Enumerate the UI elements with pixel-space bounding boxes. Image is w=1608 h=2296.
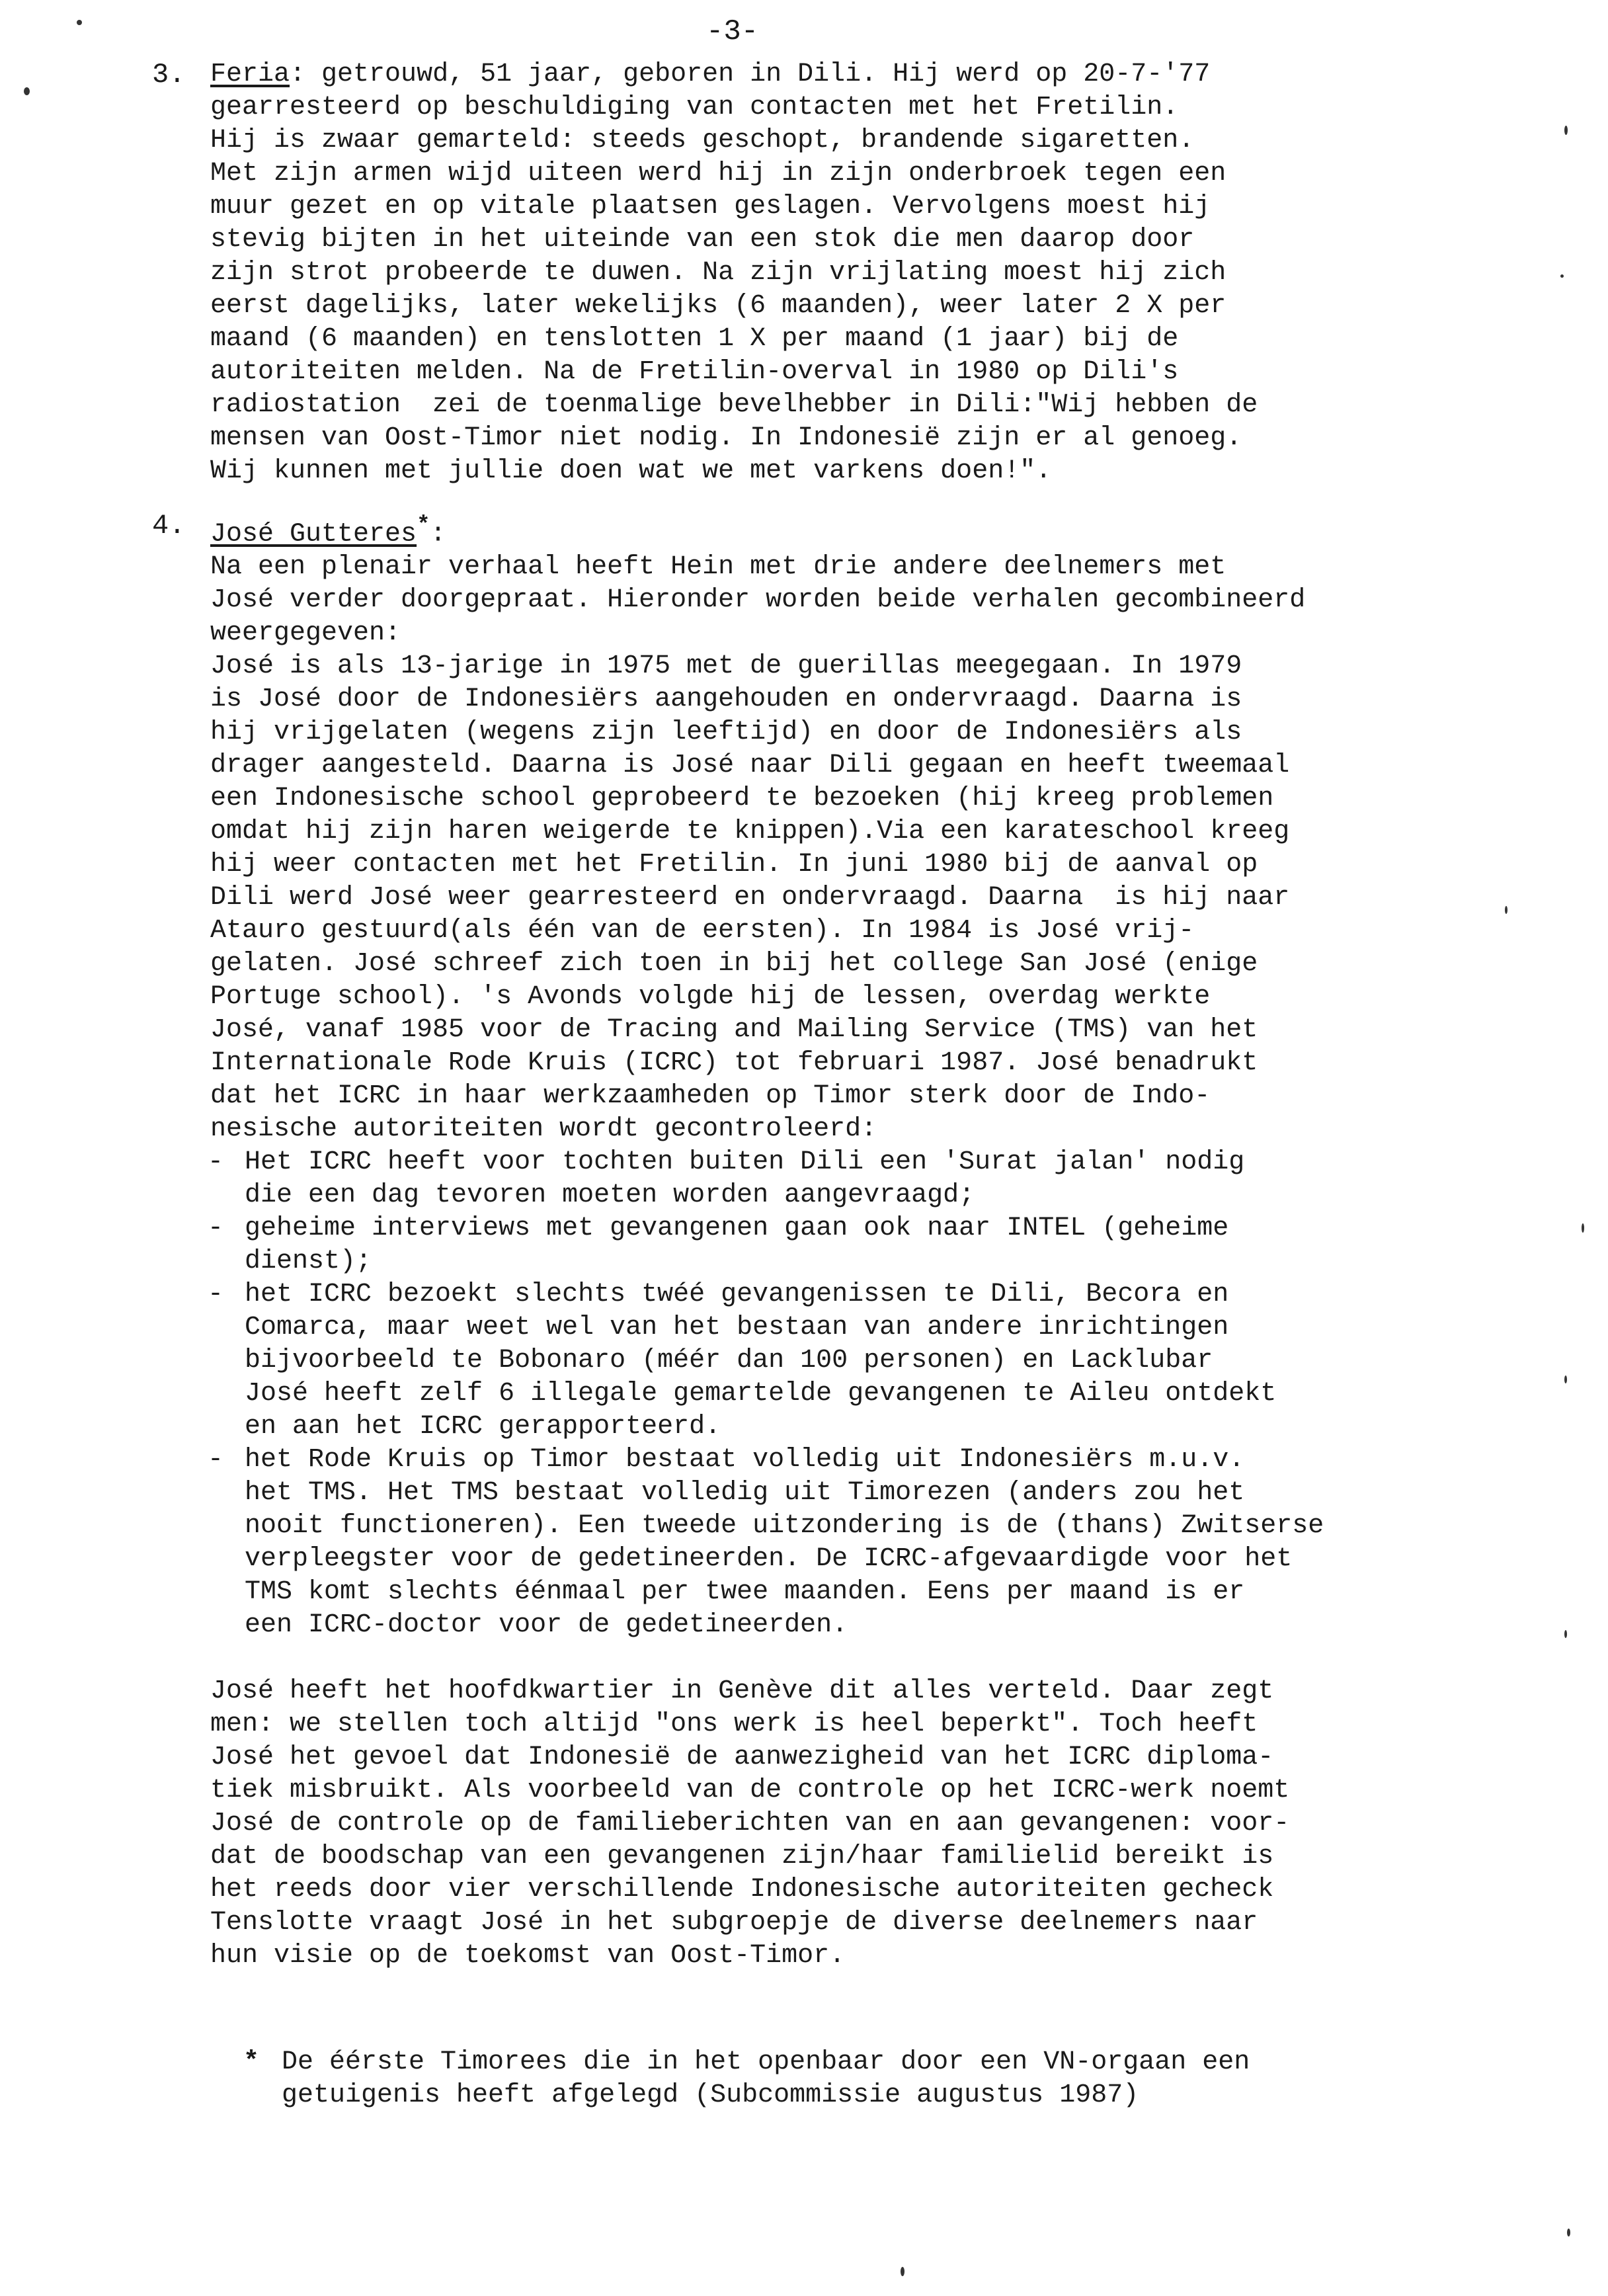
scan-speck xyxy=(1582,1223,1584,1233)
footnote-marker: * xyxy=(417,513,430,538)
bullet-line: TMS komt slechts éénmaal per twee maanden. Eens per maand is er xyxy=(245,1577,1245,1608)
item-4-name: José Gutteres xyxy=(210,519,417,550)
footnote-line: De éérste Timorees die in het openbaar door een VN-orgaan een xyxy=(282,2047,1250,2077)
item-4-line: is José door de Indonesiërs aangehouden en ondervraagd. Daarna is xyxy=(210,684,1242,715)
closing-line: José de controle op de familieberichten van en aan gevangenen: voor- xyxy=(210,1809,1290,1839)
closing-line: hun visie op de toekomst van Oost-Timor. xyxy=(210,1941,846,1971)
item-4-line: Internationale Rode Kruis (ICRC) tot februari 1987. José benadrukt xyxy=(210,1048,1258,1079)
item-4-line: een Indonesische school geprobeerd te bezoeken (hij kreeg problemen xyxy=(210,784,1274,814)
item-3-name: Feria xyxy=(210,60,290,89)
page-number: -3- xyxy=(706,15,759,48)
item-3-line: zijn strot probeerde te duwen. Na zijn vrijlating moest hij zich xyxy=(210,258,1226,288)
bullet-line: - het Rode Kruis op Timor bestaat volledig uit Indonesiërs m.u.v. xyxy=(208,1444,1572,1477)
scan-speck xyxy=(1560,274,1564,278)
item-3-number: 3. xyxy=(152,59,186,91)
item-3-line: Hij is zwaar gemarteld: steeds geschopt, brandende sigaretten. xyxy=(210,126,1195,155)
item-4-line: José is als 13-jarige in 1975 met de guerillas meegegaan. In 1979 xyxy=(210,651,1242,682)
bullet-dash: - xyxy=(208,1213,224,1244)
closing-line: dat de boodschap van een gevangenen zijn/haar familielid bereikt is xyxy=(210,1842,1274,1872)
bullet-item xyxy=(208,1444,1572,1642)
closing-line: men: we stellen toch altijd "ons werk is heel beperkt". Toch heeft xyxy=(210,1709,1258,1740)
bullet-line: nooit functioneren). Een tweede uitzondering is de (thans) Zwitserse xyxy=(245,1511,1324,1541)
bullet-line: bijvoorbeeld te Bobonaro (méér dan 100 personen) en Lacklubar xyxy=(245,1346,1213,1376)
item-4-line: Portuge school). 's Avonds volgde hij de lessen, overdag werkte xyxy=(210,982,1211,1012)
footnote-line: getuigenis heeft afgelegd (Subcommissie augustus 1987) xyxy=(282,2080,1139,2110)
item-3-line: Wij kunnen met jullie doen wat we met varkens doen!". xyxy=(210,456,1052,486)
bullet-line: en aan het ICRC gerapporteerd. xyxy=(245,1412,721,1442)
bullet-line: een ICRC-doctor voor de gedetineerden. xyxy=(245,1610,848,1641)
bullet-line: - het ICRC bezoekt slechts twéé gevangenissen te Dili, Becora en xyxy=(208,1278,1572,1311)
item-4-line: hij vrijgelaten (wegens zijn leeftijd) en door de Indonesiërs als xyxy=(210,718,1242,748)
item-4-line: hij weer contacten met het Fretilin. In juni 1980 bij de aanval op xyxy=(210,850,1258,880)
scan-speck xyxy=(901,2267,904,2276)
item-3-line: maand (6 maanden) en tenslotten 1 X per maand (1 jaar) bij de xyxy=(210,324,1179,354)
bullet-line: dienst); xyxy=(245,1247,372,1277)
item-4-jose-gutteres xyxy=(152,509,1572,1973)
scan-speck xyxy=(77,20,82,25)
item-3-line: radiostation zei de toenmalige bevelhebber in Dili:"Wij hebben de xyxy=(210,390,1258,420)
bullet-line: - Het ICRC heeft voor tochten buiten Dili een 'Surat jalan' nodig xyxy=(208,1146,1572,1179)
item-3-line: eerst dagelijks, later wekelijks (6 maanden), weer later 2 X per xyxy=(210,291,1226,321)
item-4-line: José, vanaf 1985 voor de Tracing and Mailing Service (TMS) van het xyxy=(210,1015,1258,1046)
bullet-line: Comarca, maar weet wel van het bestaan van andere inrichtingen xyxy=(245,1313,1229,1343)
item-3-line: stevig bijten in het uiteinde van een stok die men daarop door xyxy=(210,225,1195,255)
item-4-colon: : xyxy=(430,519,446,550)
closing-paragraph xyxy=(210,1675,1572,1973)
item-4-line: Na een plenair verhaal heeft Hein met drie andere deelnemers met xyxy=(210,552,1226,583)
item-4-line: drager aangesteld. Daarna is José naar Dili gegaan en heeft tweemaal xyxy=(210,751,1290,781)
bullet-item xyxy=(208,1146,1572,1212)
item-4-line: omdat hij zijn haren weigerde te knippen).Via een karateschool kreeg xyxy=(210,817,1290,847)
bullet-line: José heeft zelf 6 illegale gemartelde gevangenen te Aileu ontdekt xyxy=(245,1379,1277,1409)
bullet-item xyxy=(208,1278,1572,1444)
item-3-feria xyxy=(152,58,1572,488)
item-4-line: Dili werd José weer gearresteerd en ondervraagd. Daarna is hij naar xyxy=(210,883,1290,913)
bullet-dash: - xyxy=(208,1147,224,1178)
scan-speck xyxy=(1564,126,1568,135)
footnote-asterisk: * xyxy=(243,2047,260,2077)
scan-speck xyxy=(1564,1375,1567,1383)
item-4-line: gelaten. José schreef zich toen in bij het college San José (enige xyxy=(210,949,1258,979)
bullet-line: - geheime interviews met gevangenen gaan ook naar INTEL (geheime xyxy=(208,1212,1572,1245)
item-3-line: Met zijn armen wijd uiteen werd hij in zijn onderbroek tegen een xyxy=(210,159,1226,188)
item-4-line: nesische autoriteiten wordt gecontroleerd: xyxy=(210,1114,877,1145)
item-4-line: weergegeven: xyxy=(210,618,401,649)
footnote xyxy=(243,2046,1538,2112)
item-3-first-line xyxy=(210,58,1572,91)
item-4-heading xyxy=(210,509,1572,551)
bullet-line: die een dag tevoren moeten worden aangevraagd; xyxy=(245,1180,975,1211)
scan-speck xyxy=(1564,1630,1567,1638)
item-3-line: muur gezet en op vitale plaatsen geslagen. Vervolgens moest hij xyxy=(210,192,1211,222)
closing-line: Tenslotte vraagt José in het subgroepje de diverse deelnemers naar xyxy=(210,1908,1258,1938)
scan-speck xyxy=(24,87,30,95)
scan-speck xyxy=(1567,2229,1570,2236)
bullet-dash: - xyxy=(208,1445,224,1475)
item-3-line: : getrouwd, 51 jaar, geboren in Dili. Hij werd op 20-7-'77 xyxy=(290,60,1211,89)
item-4-number: 4. xyxy=(152,510,186,542)
closing-line: tiek misbruikt. Als voorbeeld van de controle op het ICRC-werk noemt xyxy=(210,1776,1290,1806)
item-4-line: dat het ICRC in haar werkzaamheden op Timor sterk door de Indo- xyxy=(210,1081,1211,1112)
item-4-line: Atauro gestuurd(als één van de eersten). In 1984 is José vrij- xyxy=(210,916,1195,946)
closing-line: José heeft het hoofdkwartier in Genève dit alles verteld. Daar zegt xyxy=(210,1676,1274,1707)
item-3-line: gearresteerd op beschuldiging van contacten met het Fretilin. xyxy=(210,93,1179,122)
scan-speck xyxy=(1505,906,1508,914)
closing-line: het reeds door vier verschillende Indonesische autoriteiten gecheck xyxy=(210,1875,1274,1905)
item-4-line: José verder doorgepraat. Hieronder worden beide verhalen gecombineerd xyxy=(210,585,1306,616)
item-3-line: mensen van Oost-Timor niet nodig. In Indonesië zijn er al genoeg. xyxy=(210,423,1242,453)
bullet-item xyxy=(208,1212,1572,1278)
bullet-dash: - xyxy=(208,1280,224,1310)
closing-line: José het gevoel dat Indonesië de aanwezigheid van het ICRC diploma- xyxy=(210,1742,1274,1773)
item-3-line: autoriteiten melden. Na de Fretilin-overval in 1980 op Dili's xyxy=(210,357,1179,387)
bullet-line: het TMS. Het TMS bestaat volledig uit Timorezen (anders zou het xyxy=(245,1478,1245,1508)
bullet-line: verpleegster voor de gedetineerden. De ICRC-afgevaardigde voor het xyxy=(245,1544,1293,1575)
